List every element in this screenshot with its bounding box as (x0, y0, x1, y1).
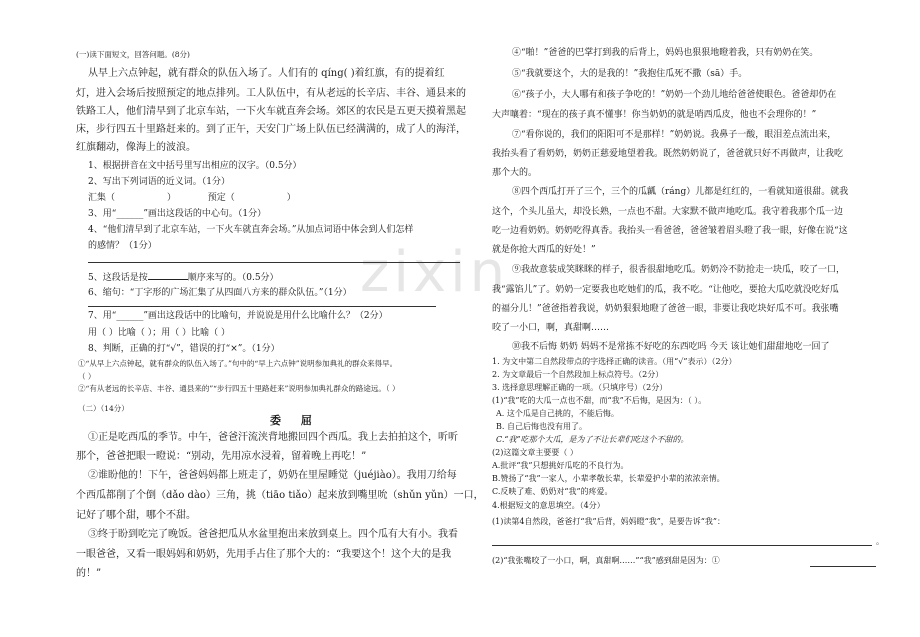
story-line: 个西瓜都削了个倒（dǎo dào）三角，挑（tiāo tiǎo）起来放到嘴里吮（shǔn yǔn）一口， (76, 490, 484, 501)
story-line: ⑩我不后悔 奶奶 妈妈不是常拣不好吃的东西吃吗 今天 该让她们甜甜地吃一回了 (512, 342, 830, 352)
story-line: ④“啪！”爸爸的巴掌打到我的后背上，妈妈也狠狠地瞪着我，只有奶奶在笑。 (512, 48, 819, 58)
story-line: 就是你抢大西瓜的好处！” (492, 245, 596, 255)
story-line: ③终于盼到吃完了晚饭。爸爸把瓜从水盆里抱出来放到桌上。四个瓜有大有小。我看 (88, 529, 458, 540)
story-line: ⑥“孩子小，大人哪有和孩子争吃的！”奶奶一个劲儿地给爸爸使眼色。爸爸却仍在 (512, 90, 837, 100)
section1-heading: (一)读下面短文，回答问题。(8分) (76, 50, 190, 59)
story-line: ⑧四个西瓜打开了三个，三个的瓜瓤（ráng）儿都是红红的，一看就知道很甜。就我 (512, 187, 849, 197)
question-2: 2. 为文章最后一个自然段加上标点符号。（2分） (492, 370, 664, 379)
story-line: 那个大的。 (492, 168, 538, 178)
story-line: ②谁盼他的！下午，爸爸妈妈都上班走了，奶奶在里屋睡觉（juéjiào）。我用刀给每 (88, 470, 457, 481)
story-title: 委 屈 (270, 414, 320, 427)
question-7: 7、用“______”画出这段话中的比喻句，并说说是用什么比喻什么？（2分） (88, 311, 388, 321)
answer-line[interactable] (492, 545, 872, 546)
question-8: 8、判断，正确的打“√”，错误的打“×”。（1分） (88, 344, 280, 354)
option-a: A.批评“我”只想挑好瓜吃的不良行为。 (492, 461, 629, 470)
question-2: 2、写出下列词语的近义词。（1分） (88, 177, 230, 187)
option-b: B.赞扬了“我”一家人，小辈孝敬长辈，长辈爱护小辈的浓浓亲情。 (492, 474, 725, 483)
option-b: B. 自己后悔也没有用了。 (496, 422, 587, 431)
question-3: 3. 选择意思理解正确的一项。（只填序号）（2分） (492, 383, 668, 392)
question-1: 1. 为文中第二自然段带点的字选择正确的读音。（用“√”表示）（2分） (492, 357, 737, 366)
story-line: 的福分儿！”爸爸指着我说，奶奶狠狠地瞪了爸爸一眼，非要让我吃块好瓜不可。我张嘴 (492, 304, 839, 314)
question-3: 3、用“______”画出这段话的中心句。（1分） (88, 209, 267, 219)
question-4: 4、“他们清早到了北京车站，一下火车就直奔会场。”从加点词语中体会到人们怎样 (88, 225, 414, 235)
question-4: 4.根据短文的意思填空。（4分） (492, 501, 605, 510)
story-line: 大声嚷着：“现在的孩子真不懂事！你当奶奶的就是哨西瓜皮，他也不会理你的！” (492, 110, 817, 120)
question-8-item: ②“有从老远的长辛店、丰谷、通县来的”“步行四五十里路赶来”说明参加典礼群众的路途远。（ ） (78, 384, 400, 393)
question-2-words: 汇集（ ） 预定（ ） (88, 193, 296, 203)
story-line: 记好了哪个甜，哪个不甜。 (76, 510, 196, 521)
question-4-cont: 的感情？（1分） (88, 241, 157, 251)
passage1-line: 红旗翻动，像海上的波浪。 (76, 142, 196, 153)
story-line: 我抬头看了看奶奶，奶奶正慈爱地望着我。既然奶奶说了，爸爸就只好不再做声，让我吃 (492, 149, 844, 159)
question-5: 5、这段话是按 顺序来写的。（0.5分） (88, 270, 279, 283)
answer-blank[interactable] (148, 270, 188, 280)
option-c: C.“我”吃那个大瓜，是为了不让长辈们吃这个不甜的。 (496, 435, 689, 444)
story-line: 那个，爸爸把眼一瞪说：“别动，先用凉水浸着，留着晚上再吃！” (76, 451, 367, 462)
period-mark: 。 (876, 537, 884, 546)
question-8-item-cont: （ ） (78, 372, 96, 381)
option-c: C.反映了难、奶奶对“我”的疼爱。 (492, 487, 613, 496)
story-line: 的！” (76, 568, 102, 579)
question-7-fill: 用（ ）比喻（ ）；用（ ）比喻（ ） (88, 328, 230, 338)
passage1-line: 灯，进入会场后按照预定的地点排列。工人队伍中，有从老远的长辛店、丰谷、通县来的 (76, 88, 466, 99)
question-4-2: (2)“我张嘴咬了一小口，啊，真甜啊……”“我”感到甜是因为：① (492, 556, 720, 565)
question-4-1: (1)读第4自然段，爸爸打“我”后背，妈妈瞪“我”，是要告诉“我”： (492, 517, 725, 526)
question-1: 1、根据拼音在文中括号里写出相应的汉字。（0.5分） (88, 161, 302, 171)
passage1-line: 从早上六点钟起，就有群众的队伍入场了。人们有的 qíng( )着红旗，有的提着红 (88, 68, 445, 79)
option-a: A. 这个瓜是自己挑的，不能后悔。 (496, 409, 619, 418)
watermark: zixin (360, 240, 510, 305)
story-line: 吃一边看奶奶。奶奶吃得真香。我抬头一看爸爸，爸爸皱着眉头瞪了我一眼，好像在说“这 (492, 226, 848, 236)
story-line: ⑨我故意装成笑眯眯的样子，很香很甜地吃瓜。奶奶冷不防抢走一块瓜，咬了一口， (512, 265, 846, 275)
answer-line[interactable] (810, 566, 876, 567)
question-3-1: (1)“我”吃的大瓜一点也不甜，而“我”不后悔，是因为：（ ）。 (492, 396, 707, 405)
passage1-line: 床，步行四五十里路赶来的。到了正午，天安门广场上队伍已经满满的，成了人的海洋， (76, 124, 466, 135)
story-line: 咬了一小口，啊，真甜啊…… (492, 323, 610, 333)
answer-line[interactable] (88, 262, 460, 263)
question-8-item: ①“从早上六点钟起，就有群众的队伍入场了。”句中的“早上六点钟”说明参加典礼的群众来得早。 (78, 359, 398, 368)
story-line: ⑦“看你说的，我们的阳阳可不是那样！”奶奶说。我鼻子一酸，眼泪差点流出来， (512, 130, 837, 140)
story-line: 一眼爸爸，又看一眼妈妈和奶奶，先用手占住了那个大的：“我要这个！这个大的是我 (76, 549, 452, 560)
story-line: ①正是吃西瓜的季节。中午，爸爸汗流浃背地搬回四个西瓜。我上去拍拍这个，听听 (88, 432, 458, 443)
story-line: 我“露馅儿”了。奶奶一定要我也吃她们的瓜，我不吃。“让他吃，要抢大瓜吃就没吃好瓜 (492, 285, 839, 295)
passage1-line: 铁路工人，他们清早到了北京车站，一下火车就直奔会场。郊区的农民是五更天摸着黑起 (76, 106, 466, 117)
section2-heading: （二）（14分） (78, 404, 129, 413)
answer-line[interactable] (88, 306, 436, 307)
story-line: ⑤“我就要这个，大的是我的！”我抱住瓜死不撒（sā）手。 (512, 69, 748, 79)
story-line: 这个，个头儿虽大，却没长熟，一点也不甜。大家默不做声地吃瓜。我守着我那个瓜一边 (492, 207, 844, 217)
question-3-2: (2)这篇文章主要要（ ） (492, 448, 578, 457)
question-6: 6、缩句：“丁字形的广场汇集了从四面八方来的群众队伍。”（1分） (88, 288, 352, 298)
